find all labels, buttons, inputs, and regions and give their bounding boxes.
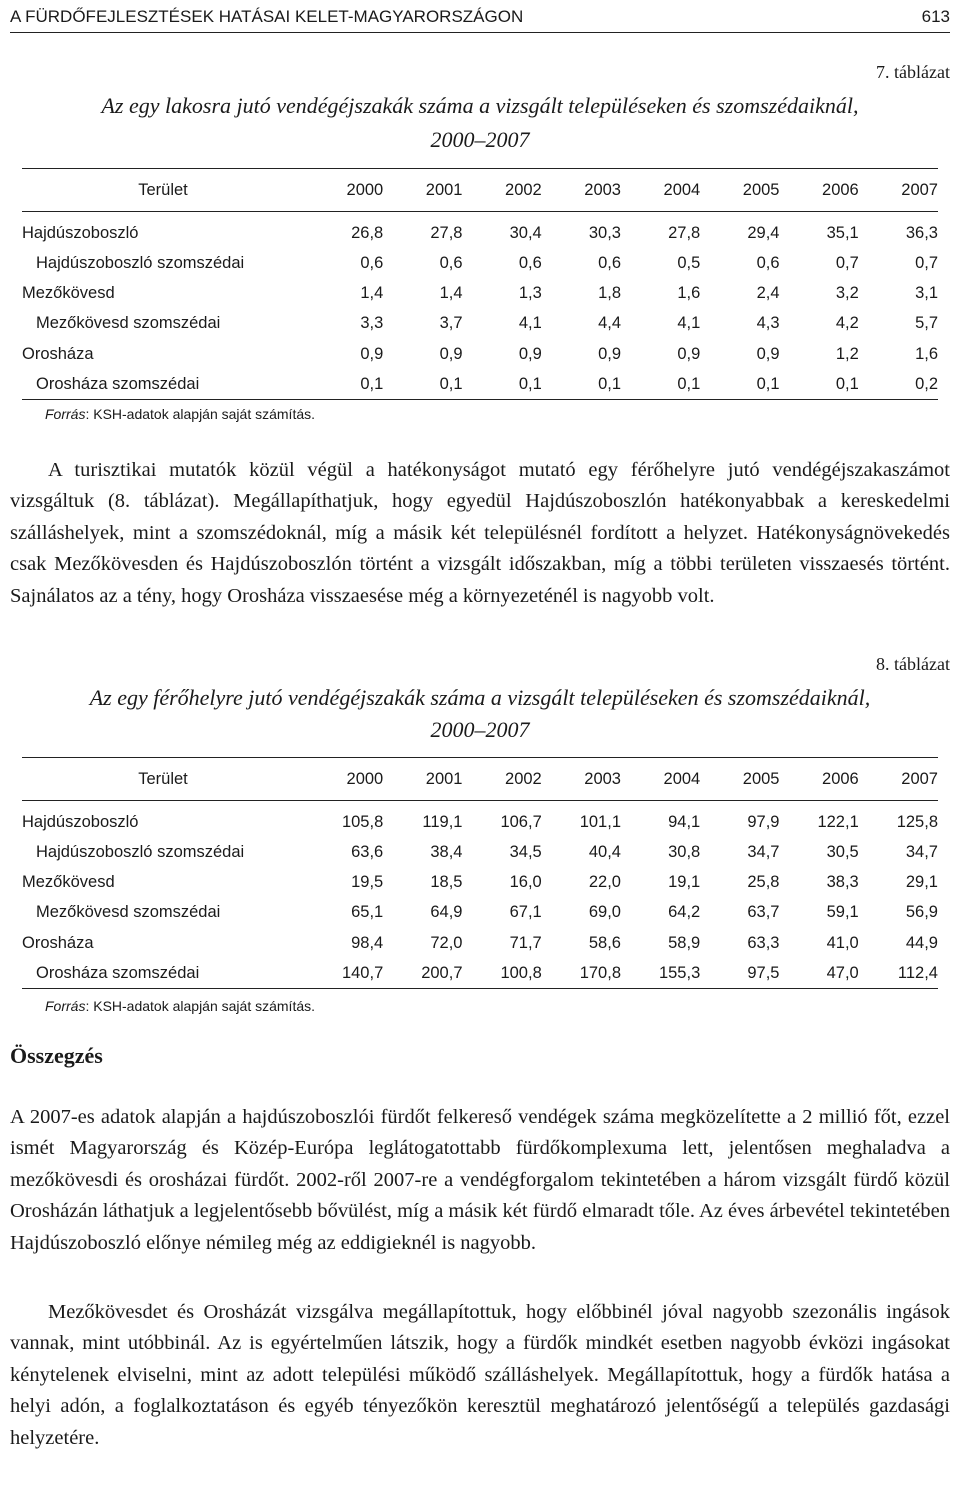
table-row	[22, 958, 938, 989]
table7-header-year: 2002	[463, 169, 542, 212]
table-cell: 19,1	[668, 872, 701, 891]
table8-header-row	[22, 758, 938, 801]
row-label: Orosháza	[22, 933, 94, 952]
row-label: Orosháza szomszédai	[22, 958, 304, 989]
table8-header-area: Terület	[22, 758, 304, 801]
table-cell: 3,1	[915, 283, 938, 302]
table8-header-year: 2003	[542, 758, 621, 801]
table7-header-area: Terület	[22, 169, 304, 212]
table-cell: 59,1	[826, 903, 859, 922]
table7-header-year: 2001	[383, 169, 462, 212]
table-cell: 29,1	[905, 872, 938, 891]
table-cell: 4,4	[598, 314, 621, 333]
table-cell: 155,3	[621, 958, 700, 989]
table8	[22, 757, 938, 989]
table-cell: 0,2	[859, 369, 938, 400]
table-cell: 38,3	[826, 872, 859, 891]
table8-header-year: 2006	[780, 758, 859, 801]
table7	[22, 168, 938, 400]
table-cell: 67,1	[509, 903, 542, 922]
table-cell: 36,3	[905, 223, 938, 242]
table-cell: 69,0	[588, 903, 621, 922]
table-cell: 34,7	[905, 842, 938, 861]
table8-source	[45, 998, 315, 1014]
table-cell: 19,5	[351, 872, 384, 891]
table-cell: 0,7	[835, 253, 859, 272]
table-cell: 4,3	[756, 314, 780, 333]
table-cell: 0,5	[677, 253, 701, 272]
table-cell: 4,1	[677, 314, 701, 333]
table-cell: 40,4	[588, 842, 621, 861]
table7-source-text: : KSH-adatok alapján saját számítás.	[85, 406, 316, 422]
table-cell: 58,9	[668, 933, 701, 952]
table-cell: 97,5	[700, 958, 779, 989]
table-cell: 0,1	[383, 369, 462, 400]
table-cell: 35,1	[826, 223, 859, 242]
body-paragraph-1: A turisztikai mutatók közül végül a hatékonyságot mutató egy férőhelyre jutó vendégéjszakaszámot vizsgáltuk (8. táblázat). Megállapíthatjuk, hogy egyedül Hajdúszoboszlón hatékonyabbak a kereskedelmi szálláshelyek, mint a szomszédoknál, míg a másik két településnél fordított a helyzet. Hatékonyságnövekedés csak Mezőkövesden és Hajdúszoboszlón történt a vizsgált időszakban, míg a többi területen visszaesés történt. Sajnálatos az a tény, hogy Orosháza visszaesése még a környezeténél is nagyobb volt.	[10, 459, 950, 607]
table7-source	[45, 406, 315, 422]
table-cell: 1,4	[439, 283, 463, 302]
table-cell: 47,0	[780, 958, 859, 989]
table-row	[22, 339, 938, 369]
table-cell: 41,0	[826, 933, 859, 952]
table-cell: 18,5	[430, 872, 463, 891]
table7-header-year: 2000	[304, 169, 383, 212]
table-cell: 1,4	[360, 283, 384, 302]
table-cell: 0,1	[621, 369, 700, 400]
table-cell: 5,7	[915, 314, 938, 333]
table-row	[22, 248, 938, 278]
table-cell: 58,6	[588, 933, 621, 952]
table-cell: 2,4	[756, 283, 780, 302]
table8-header-year: 2002	[463, 758, 542, 801]
table-cell: 4,1	[518, 314, 542, 333]
table-cell: 63,7	[747, 903, 780, 922]
table7-header-year: 2006	[780, 169, 859, 212]
table7-header-row	[22, 169, 938, 212]
table-cell: 97,9	[747, 812, 780, 831]
table-row	[22, 369, 938, 400]
table-cell: 3,7	[439, 314, 463, 333]
table-cell: 0,1	[780, 369, 859, 400]
table-cell: 0,9	[439, 344, 463, 363]
table7-caption-line1: Az egy lakosra jutó vendégéjszakák száma a vizsgált településeken és szomszédaiknál,	[101, 93, 859, 118]
table-cell: 0,1	[542, 369, 621, 400]
table-cell: 0,9	[598, 344, 621, 363]
table-cell: 1,3	[518, 283, 542, 302]
table-row	[22, 278, 938, 308]
table-row	[22, 801, 938, 838]
table8-header-year: 2000	[304, 758, 383, 801]
table7-header-year: 2007	[859, 169, 938, 212]
table-cell: 0,6	[439, 253, 463, 272]
table-cell: 64,9	[430, 903, 463, 922]
table-cell: 0,6	[598, 253, 621, 272]
row-label: Mezőkövesd	[22, 283, 115, 302]
table-cell: 119,1	[422, 812, 463, 831]
table-cell: 30,5	[826, 842, 859, 861]
table-cell: 0,6	[518, 253, 542, 272]
table-cell: 25,8	[747, 872, 780, 891]
table-cell: 1,2	[835, 344, 859, 363]
table-row	[22, 867, 938, 897]
table-cell: 27,8	[668, 223, 701, 242]
row-label: Mezőkövesd	[22, 872, 115, 891]
table7-header-year: 2004	[621, 169, 700, 212]
table7-label: 7. táblázat	[876, 62, 950, 82]
table-cell: 64,2	[668, 903, 701, 922]
table-cell: 72,0	[430, 933, 463, 952]
table-cell: 1,6	[915, 344, 938, 363]
table-cell: 112,4	[859, 958, 938, 989]
table-cell: 3,2	[835, 283, 859, 302]
table-cell: 34,5	[509, 842, 542, 861]
row-label: Orosháza szomszédai	[22, 369, 304, 400]
table-row	[22, 928, 938, 958]
row-label: Hajdúszoboszló szomszédai	[36, 842, 245, 861]
table-cell: 200,7	[383, 958, 462, 989]
table-cell: 98,4	[351, 933, 384, 952]
table-cell: 44,9	[905, 933, 938, 952]
table-cell: 0,9	[360, 344, 384, 363]
table7-header-year: 2005	[700, 169, 779, 212]
row-label: Hajdúszoboszló szomszédai	[36, 253, 245, 272]
row-label: Hajdúszoboszló	[22, 223, 139, 242]
table-cell: 1,8	[598, 283, 621, 302]
row-label: Orosháza	[22, 344, 94, 363]
row-label: Hajdúszoboszló	[22, 812, 139, 831]
table8-caption-line1: Az egy férőhelyre jutó vendégéjszakák száma a vizsgált településeken és szomszédaiknál,	[89, 685, 871, 710]
table8-header-year: 2005	[700, 758, 779, 801]
table-cell: 34,7	[747, 842, 780, 861]
table-cell: 140,7	[304, 958, 383, 989]
table-cell: 71,7	[509, 933, 542, 952]
table-cell: 0,1	[463, 369, 542, 400]
table-cell: 0,7	[915, 253, 938, 272]
table-cell: 56,9	[905, 903, 938, 922]
table-cell: 22,0	[588, 872, 621, 891]
table-cell: 26,8	[351, 223, 384, 242]
table-cell: 122,1	[817, 812, 859, 831]
table-cell: 29,4	[747, 223, 780, 242]
table-cell: 65,1	[351, 903, 384, 922]
table-cell: 30,8	[668, 842, 701, 861]
table-cell: 170,8	[542, 958, 621, 989]
table-cell: 125,8	[896, 812, 938, 831]
table-cell: 0,9	[756, 344, 780, 363]
table-row	[22, 309, 938, 339]
table-cell: 0,9	[518, 344, 542, 363]
row-label: Mezőkövesd szomszédai	[36, 903, 221, 922]
table-cell: 0,1	[304, 369, 383, 400]
table-row	[22, 212, 938, 249]
table7-caption-line2: 2000–2007	[430, 127, 530, 152]
table8-source-lead: Forrás	[45, 998, 86, 1014]
row-label: Mezőkövesd szomszédai	[36, 314, 221, 333]
table-cell: 16,0	[509, 872, 542, 891]
table-cell: 63,3	[747, 933, 780, 952]
table-cell: 63,6	[351, 842, 384, 861]
table-cell: 27,8	[430, 223, 463, 242]
table-cell: 0,9	[677, 344, 701, 363]
table-cell: 0,6	[360, 253, 384, 272]
table8-header-year: 2007	[859, 758, 938, 801]
table-row	[22, 898, 938, 928]
summary-paragraph-2: Mezőkövesdet és Orosházát vizsgálva megállapítottuk, hogy előbbinél jóval nagyobb szezonális ingások vannak, mint utóbbinál. Az is egyértelműen látszik, hogy a fürdők mindkét esetben nagyobb évközi ingásokat kénytelenek elviselni, mint az adott települési működő szálláshelyek. Megállapítottuk, hogy a fürdők hatása a helyi adón, a foglalkoztatáson és egyéb tényezőkön keresztül meghatározó jelentőségű a település gazdasági helyzetére.	[10, 1301, 950, 1449]
table8-header-year: 2001	[383, 758, 462, 801]
table-cell: 30,3	[588, 223, 621, 242]
table-cell: 30,4	[509, 223, 542, 242]
table7-source-lead: Forrás	[45, 406, 86, 422]
table8-label: 8. táblázat	[876, 654, 950, 674]
running-head	[10, 2, 950, 33]
table-cell: 106,7	[500, 812, 542, 831]
section-title-summary: Összegzés	[10, 1043, 103, 1068]
table-cell: 0,1	[700, 369, 779, 400]
table-row	[22, 837, 938, 867]
summary-paragraph-1: A 2007-es adatok alapján a hajdúszoboszlói fürdőt felkereső vendégek száma megközelítette a 2 millió főt, ezzel ismét Magyarország és Közép-Európa leglátogatottabb fürdőkomplexuma lett, jelentősen meghaladva a mezőkövesdi és orosházai fürdőt. 2002-ről 2007-re a vendégforgalom tekintetében a három vizsgált fürdő közül Orosházán láthatjuk a legjelentősebb bővülést, míg a másik két fürdő elmaradt tőle. Az éves árbevétel tekintetében Hajdúszoboszló előnye némileg még az eddigieknél is nagyobb.	[10, 1106, 950, 1254]
table-cell: 1,6	[677, 283, 701, 302]
table-cell: 0,6	[756, 253, 780, 272]
table8-header-year: 2004	[621, 758, 700, 801]
table7-header-year: 2003	[542, 169, 621, 212]
running-head-title: A FÜRDŐFEJLESZTÉSEK HATÁSAI KELET-MAGYARORSZÁGON	[10, 7, 524, 26]
table-cell: 100,8	[463, 958, 542, 989]
table-cell: 4,2	[835, 314, 859, 333]
table-cell: 3,3	[360, 314, 384, 333]
table8-caption-line2: 2000–2007	[430, 717, 530, 742]
table-cell: 101,1	[579, 812, 621, 831]
table-cell: 94,1	[668, 812, 701, 831]
table-cell: 38,4	[430, 842, 463, 861]
page-number: 613	[921, 7, 950, 26]
table-cell: 105,8	[341, 812, 384, 831]
table8-source-text: : KSH-adatok alapján saját számítás.	[85, 998, 316, 1014]
